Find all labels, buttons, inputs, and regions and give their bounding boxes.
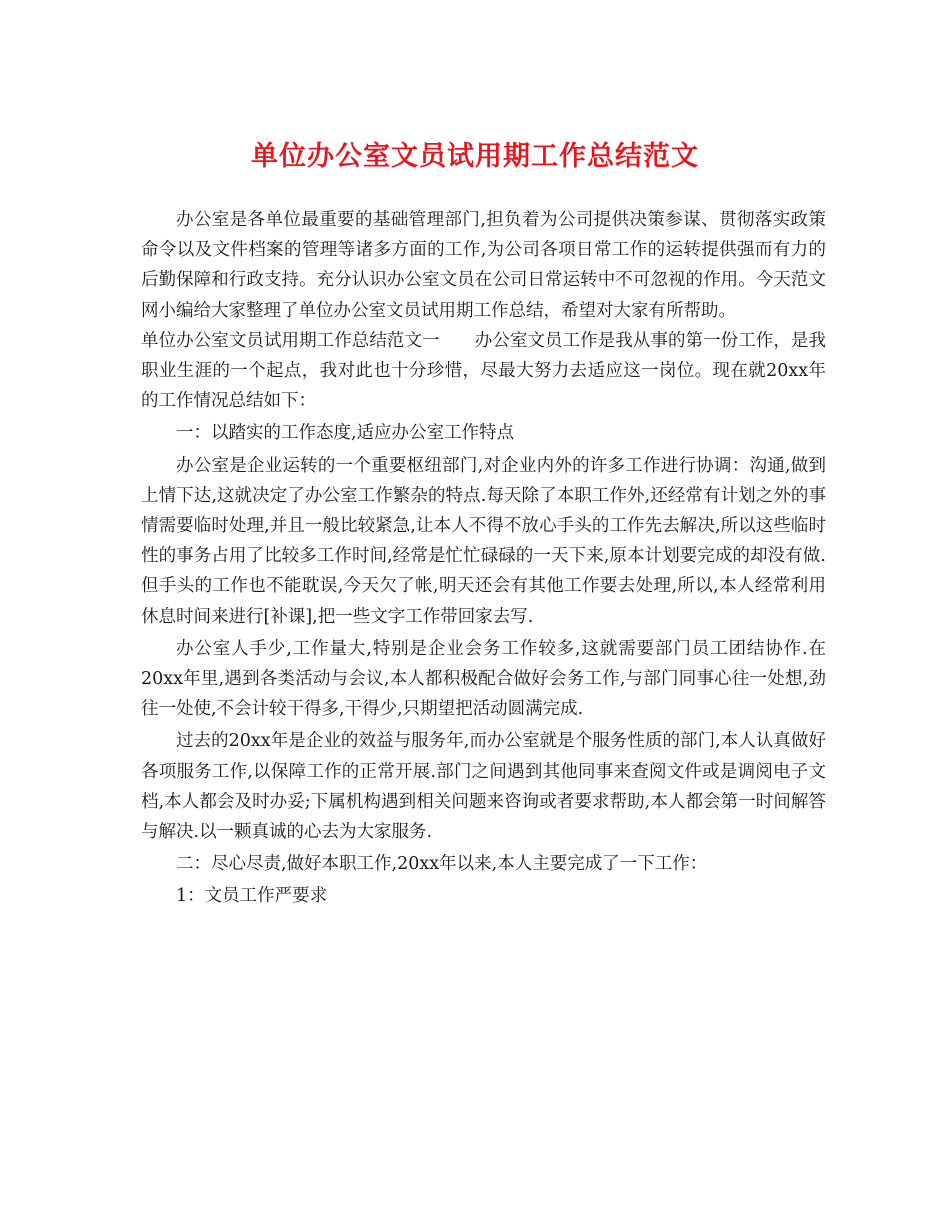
document-title: 单位办公室文员试用期工作总结范文	[251, 141, 699, 172]
subheading-one: 1：文员工作严要求	[176, 886, 328, 907]
body-paragraph-1: 办公室是企业运转的一个重要枢纽部门,对企业内外的许多工作进行协调：沟通,做到上情下达,这就决定了办公室工作繁杂的特点.每天除了本职工作外,还经常有计划之外的事情需要临时处理,并且一般比较紧急,让本人不得不放心手头的工作先去解决,所以这些临时性的事务占用了比较多工作时间,经常是忙忙碌碌的一天下来,原本计划要完成的却没有做.但手头的工作也不能耽误,今天欠了帐,明天还会有其他工作要去处理,所以,本人经常利用休息时间来进行[补课],把一些文字工作带回家去写.	[141, 455, 826, 627]
body-paragraph-2: 办公室人手少,工作量大,特别是企业会务工作较多,这就需要部门员工团结协作.在20xx年里,遇到各类活动与会议,本人都积极配合做好会务工作,与部门同事心往一处想,劲往一处使,不会计较干得多,干得少,只期望把活动圆满完成.	[141, 638, 826, 720]
section-intro-paragraph: 单位办公室文员试用期工作总结范文一 办公室文员工作是我从事的第一份工作，是我职业生涯的一个起点，我对此也十分珍惜，尽最大努力去适应这一岗位。现在就20xx年的工作情况总结如下：	[141, 330, 826, 412]
document-body	[141, 205, 826, 912]
heading-two: 二：尽心尽责,做好本职工作,20xx年以来,本人主要完成了一下工作：	[176, 854, 708, 875]
body-paragraph-3: 过去的20xx年是企业的效益与服务年,而办公室就是个服务性质的部门,本人认真做好各项服务工作,以保障工作的正常开展.部门之间遇到其他同事来查阅文件或是调阅电子文档,本人都会及时办妥;下属机构遇到相关问题来咨询或者要求帮助,本人都会第一时间解答与解决.以一颗真诚的心去为大家服务.	[141, 731, 826, 843]
intro-paragraph: 办公室是各单位最重要的基础管理部门,担负着为公司提供决策参谋、贯彻落实政策命令以及文件档案的管理等诸多方面的工作,为公司各项日常工作的运转提供强而有力的后勤保障和行政支持。充分认识办公室文员在公司日常运转中不可忽视的作用。今天范文网小编给大家整理了单位办公室文员试用期工作总结，希望对大家有所帮助。	[141, 210, 826, 321]
heading-one: 一：以踏实的工作态度,适应办公室工作特点	[176, 423, 515, 444]
